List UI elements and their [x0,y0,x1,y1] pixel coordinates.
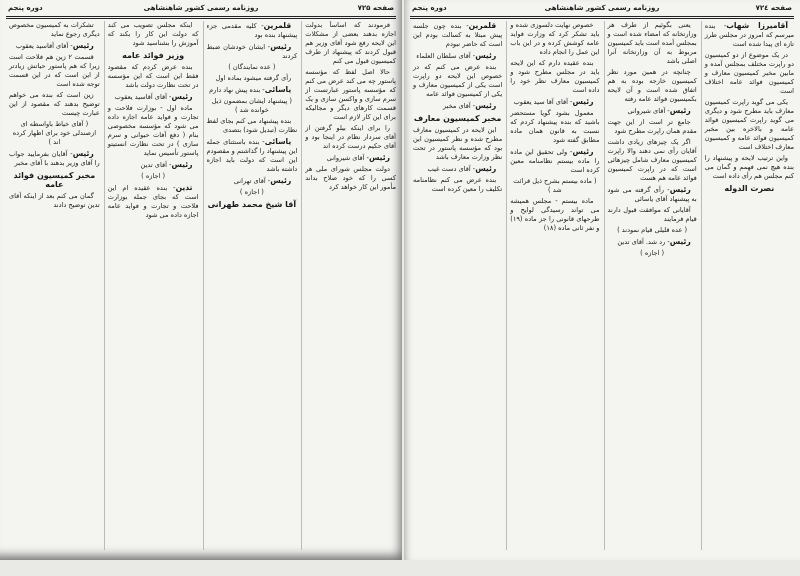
paragraph-text: دولت مجلس شورای ملی هر کسی را که خود صلاح بداند مأمور این کار خواهد کرد [305,165,396,191]
paragraph [705,98,794,152]
speaker-name: رئیس [171,160,193,169]
page-header [8,4,394,16]
paragraph-text: - آقای آقا سید یعقوب [513,98,573,106]
paragraph [9,53,100,89]
right-page [404,0,800,560]
paragraph-text: این لایحه در کمیسیون معارف مطرح شده و نظر کمیسیون این بود که مؤسسه پاستور در تحت نظر وزارت معارف باشد [413,126,503,161]
text-columns [6,21,396,550]
speaker-name: یاسائی [264,137,292,146]
paragraph-text: اگر یک چیزهای زیادی داشت آقایان رأی نمی دهند والا راپرت کمیسیون معارف شامل چیزهائی است که در راپرت کمیسیون فوائد عامه هم هست [607,138,697,182]
paragraph-text: بنده عرض کردم که مقصود فقط این است که این مؤسسه در تحت نظارت دولت باشد [107,63,199,89]
paragraph [705,21,794,49]
paragraph-text: - آقای شیروانی [326,154,369,162]
text-columns [410,21,794,550]
speaker-name: رئیس [270,176,292,185]
issue-label: دوره پنجم [412,4,447,12]
speaker-name: رئیس [669,185,691,194]
section-heading: آقا شیخ محمد طهرانی [207,200,297,209]
newspaper-title: روزنامه رسمی کشور شاهنشاهی [143,4,259,12]
paragraph [207,117,298,135]
centered-note: ( اجازه ) [640,249,665,257]
paragraph-text: - آقای دست غیب [427,165,476,173]
paragraph [510,147,599,175]
paragraph-text: را برای اینکه بیلو گرفتن از آقای سردار نظام در اینجا بود و آقای حکیم درست کرده اند [305,124,396,150]
paragraph-text: - بنده پیش نهاد دارم [209,86,265,94]
issue-label: دوره پنجم [8,4,43,12]
paragraph [9,91,100,118]
paragraph [305,21,396,66]
paragraph [413,176,502,194]
speaker-name: رئیس [72,41,94,50]
speaker-name: رئیس [475,164,497,173]
paragraph [413,63,502,99]
paragraph-text: - رد شد. آقای تدین [617,238,670,246]
paragraph [207,21,298,40]
paragraph [510,97,599,107]
centered-note: ( عده نمایندگان ) [228,63,276,71]
paragraph [207,137,298,174]
paragraph [305,68,396,122]
paragraph-text: در یک موضوع از دو کمیسیون دو راپرت مختلف بمجلس آمده و مابین مخبر کمیسیون معارف و کمیسیون فوائد عامه اختلاف است [704,51,794,95]
paragraph [207,74,298,83]
centered-note: ( عده قلیلی قیام نمودند ) [617,226,688,234]
speaker-name: آقامیرزا شهاب [726,21,788,30]
speaker-name: رئیس [475,51,497,60]
paragraph-text: - آقای تدین [140,161,172,169]
paragraph-text: واین ترتیب لایحه و پیشنهاد را بنده هیچ نمی فهمم و گمان می کنم مجلس هم رأی داده است [704,154,794,180]
paragraph [305,153,396,163]
text-column [506,21,599,550]
text-column [701,21,794,550]
paragraph-text: - آقای آقاسید یعقوب [114,93,172,101]
paragraph-text: یکی می گوید راپرت کمیسیون معارف باید مطرح شود و دیگری می گوید راپرت کمیسیون فوائد عامه و بالاخره بین مخبر کمیسیون فوائد عامه و کمیسیون معارف اختلاف است [704,98,794,151]
paragraph [608,21,697,66]
paragraph [510,197,599,233]
section-heading: وزیر فوائد عامه [122,51,185,60]
centered-note: ( اجازه ) [239,188,264,196]
page-header [412,4,792,16]
paragraph [608,185,697,204]
paragraph [108,160,199,170]
paragraph [108,21,199,48]
paragraph-text: چنانچه در همین مورد نظر کمیسیون خارجه بوده به هم اتفاق شده است و آن لایحه بکمیسیون فوائد عامه رفته [607,68,697,103]
section-heading: نصرت الدوله [724,184,775,193]
paragraph-text: حالا اصل لفظ که مؤسسه پاستور چه می کند عرض می کنم که مؤسسه پاستور عبارتست از سرم سازی و واکسن سازی و یک قسمت کارهای دیگر و مجالیکه برای این کار لازم است [305,68,396,121]
speaker-name: یاسائی [264,85,292,94]
speaker-name: رئیس [669,237,691,246]
paragraph [413,164,502,174]
paragraph-text: بنده پیشنهاد می کنم بجای لفظ نظارت (تبدیل شود) بتصدی [206,117,298,134]
text-column [203,21,298,550]
speaker-name: رئیس [669,106,691,115]
paragraph [413,101,502,111]
paragraph-text: زین است که بنده می خواهم توضیح بدهند که مقصود از این عبارت چیست [9,91,100,117]
paragraph [9,192,100,210]
paragraph [608,206,697,224]
paragraph-text: رأی گرفته میشود بماده اول [215,74,292,82]
speaker-name: رئیس [72,149,94,158]
paragraph-text: بنده عرض می کنم که در خصوص این لایحه دو راپرت است یکی از کمیسیون معارف و یکی از کمیسیون فوائد عامه [413,63,503,98]
paragraph [510,21,599,57]
paragraph-text: بنده عرض می کنم نظامنامه تکلیف را معین کرده است [413,176,503,193]
page-number: صفحه ۷۲٤ [755,4,792,12]
speaker-name: رئیس [572,147,594,156]
paragraph [305,165,396,192]
speaker-name: تدین [175,183,193,192]
header-rule [410,16,794,19]
paragraph-text: - آقای آقاسید یعقوب [15,42,73,50]
paragraph [413,51,502,61]
section-heading: مخبر کمیسیون معارف [413,114,502,123]
paragraph [510,109,599,145]
paragraph-text: - ولی تحقیق این ماده را ماده بیستم نظامنامه معین کرده است [510,148,600,174]
text-column [604,21,697,550]
speaker-name: رئیس [270,42,292,51]
header-rule [6,16,396,19]
paragraph-text: جامع تر است از این جهت مقدم همان راپرت مطرح شود [607,118,697,135]
speaker-name: رئیس [368,153,390,162]
paragraph-text: اینکه مجلس تصویب می کند که دولت این کار را بکند که آموزش را بشناسید شود [107,21,199,47]
speaker-name: قلمرین [263,21,292,30]
paragraph-text: قسمت ۲ زین هم فلاحت است زیرا که هم پاستور حیاتش زیادتر از این است که در این قسمت توجه شده است [9,53,100,88]
left-page [0,0,402,560]
paragraph-text: یعنی بگوئیم از طرف هر وزارتخانه که امضاء شده است و بمجلس آمده است باید کمیسیون مربوط به آن وزارتخانه آنرا اصلی باشد [607,21,697,65]
paragraph-text: - کلیه مقدمی جزء پیشنهاد بنده بود [206,22,298,39]
paragraph-text: - رأی گرفته می شود به پیشنهاد آقای یاسائی [607,186,697,203]
paragraph [705,154,794,181]
text-column [410,21,502,550]
speaker-name: رئیس [572,97,594,106]
paragraph [108,183,199,220]
paragraph-text: - بنده چون جلسه پیش مبتلا به کسالت بودم این است که حاضر نبودم [413,22,503,48]
paragraph-text: - ایشان خودشان ضبط کردند [206,43,298,60]
paragraph-text: بنده عقیده دارم که این لایحه باید در مجلس مطرح شود و کمیسیون معارف نظر خود را داده است [510,59,600,94]
paragraph-text: ماده اول - بوزارت فلاحت و تجارت و فواید عامه اجازه داده می شود که مؤسسه مخصوصی بنام ( دفع آفات حیوانی و سرم سازی ) در تحت نظارت انستیتو پاستور تأسیس نماید [107,104,199,157]
text-column [301,21,396,550]
paragraph [608,118,697,136]
paragraph-text: - آقایان بفرمایید جواب را آقای وزیر بدهند با آقای مخبر [9,150,100,167]
speaker-name: رئیس [475,101,497,110]
paragraph [207,85,298,95]
section-heading: مخبر کمیسیون فوائد عامه [13,171,96,189]
paragraph [705,51,794,96]
paragraph-text: - آقای شیروانی [627,107,670,115]
paragraph-text: معمول بشود گویا مستحضر باشید که بنده پیشنهاد کردم که نسبت به قانون همان ماده مطابق گفته شود [510,109,600,144]
centered-note: ( اجازه ) [141,172,166,180]
paragraph-text: - بنده میرسم که امروز در مجلس طرز تازه ای پیدا شده است [704,22,794,48]
paragraph-text: گمان می کنم بعد از اینکه آقای تدین توضیح دادند [9,192,100,209]
text-column [104,21,199,550]
paragraph [413,126,502,162]
centered-note: ( ماده بیستم بشرح ذیل قرائت شد ) [513,177,597,194]
paragraph-text: - بنده باستثنای جمله این پیشنهاد را گذاشتم و مقصودم این است که دولت باید اجازه داشته باشد [206,138,298,173]
speaker-name: رئیس [171,92,193,101]
paragraph-text: - بنده عقیده ام این است که بجای جمله بوزارت فلاحت و تجارت و فواید عامه اجازه داده می شود [107,184,199,219]
centered-note: ( آقای خیاط باواسطه ای ازصندلی خود برای اظهار کرده اند ) [12,120,97,146]
paragraph [510,59,599,95]
speaker-name: قلمرین [468,21,497,30]
paragraph-text: فرمودند که اساساً بدولت اجازه بدهند بعضی از مشکلات این لایحه رفع شود آقای وزیر هم قبول کردند که پیشنهاد از طرف کمیسیون قبول می کنم [305,21,396,65]
paragraph [9,41,100,51]
paragraph [608,138,697,183]
paragraph [207,176,298,186]
page-number: صفحه ۷۲۵ [357,4,394,12]
centered-note: ( پیشنهاد ایشان بمضمون ذیل خوانده شد ) [211,97,292,114]
paragraph [305,124,396,151]
paragraph [9,149,100,168]
paragraph-text: - آقای مخبر [443,102,476,110]
paragraph-text: تشکرات به کمیسیون مخصوص دیگری رجوع نماید [9,21,100,38]
paragraph-text: ماده بیستم - مجلس همیشه می تواند رسیدگی لوایح و طرحهای قانونی را جز ماده (۱۹) و نفر ثانی ماده (۱۸) [510,197,600,232]
paragraph [608,106,697,116]
paragraph-text: - آقای سلطان العلماء [416,52,476,60]
paragraph [108,92,199,102]
newspaper-title: روزنامه رسمی کشور شاهنشاهی [544,4,660,12]
paragraph-text: - آقای تهرانی [233,177,271,185]
paragraph [608,237,697,247]
paragraph-text: خصوص نهایت دلسوزی شده و باید تشکر کرد که وزارت فواید عامه کوشش کرده و در این باب این عمل را انجام داده [510,21,600,56]
paragraph-text: آقایانی که موافقت قبول دارند قیام فرمایند [607,206,697,223]
paragraph [608,68,697,104]
paragraph [207,42,298,61]
text-column [6,21,100,550]
paragraph [413,21,502,49]
paragraph [108,63,199,90]
paragraph [108,104,199,158]
paragraph [9,21,100,39]
